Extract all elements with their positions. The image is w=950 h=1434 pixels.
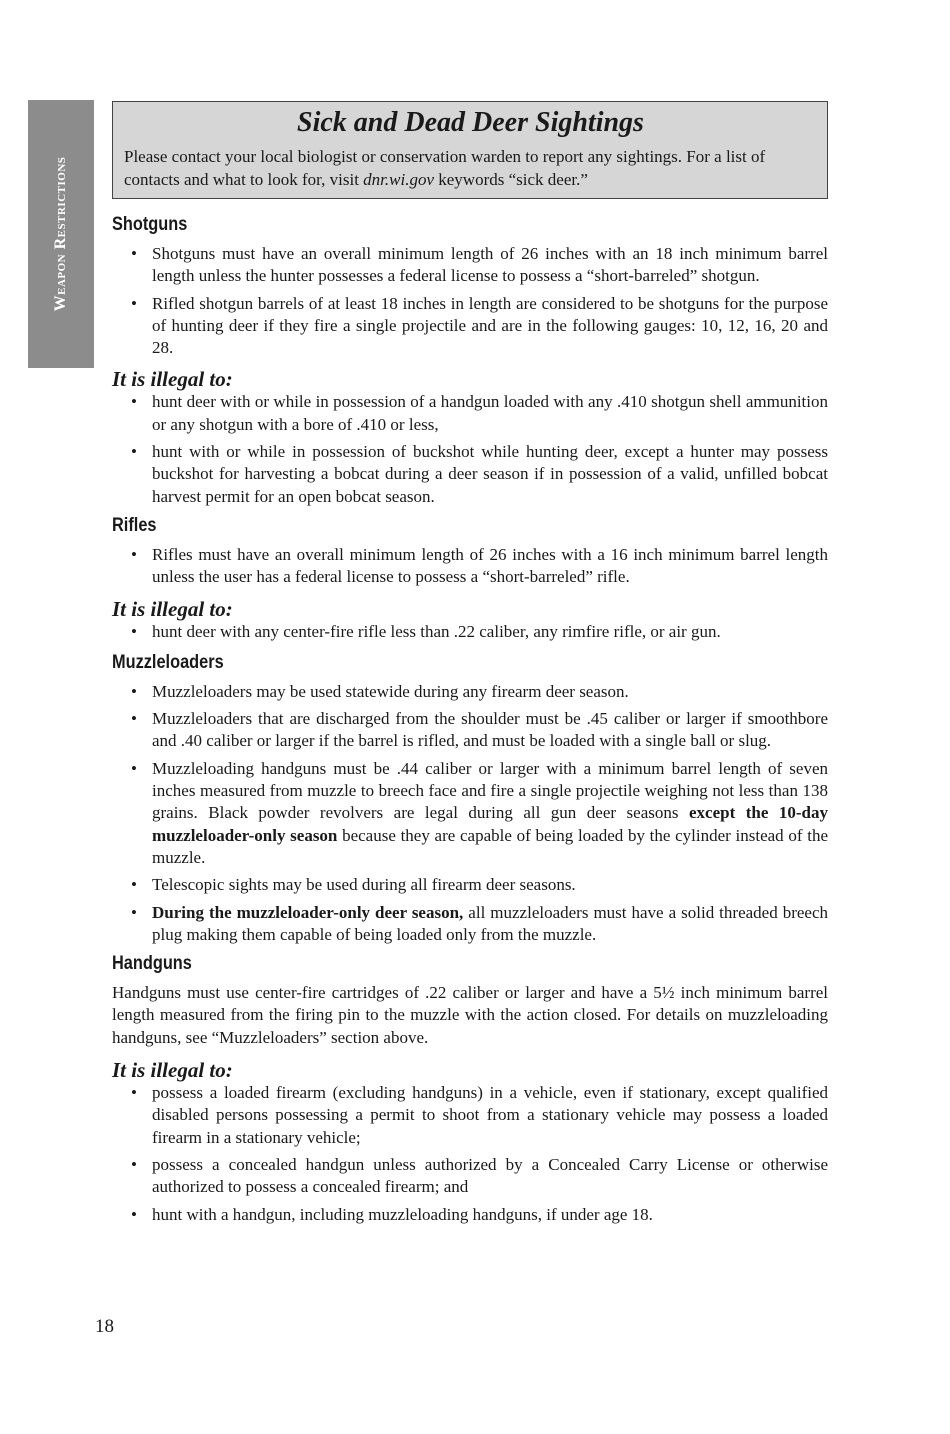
sick-deer-callout-box bbox=[112, 101, 828, 199]
item-bold-text: During the muzzleloader-only deer season, bbox=[152, 902, 464, 922]
list-item: • hunt deer with or while in possession of a handgun loaded with any .410 shotgun shell ammunition or any shotgun with a bore of .410 or less, bbox=[112, 391, 828, 436]
list-item: • possess a loaded firearm (excluding handguns) in a vehicle, even if stationary, except qualified disabled persons possessing a permit to shoot from a stationary vehicle may possess a loaded firearm in a stationary vehicle; bbox=[112, 1082, 828, 1149]
list-item bbox=[112, 758, 828, 869]
muzzleloaders-heading: Muzzleloaders bbox=[112, 651, 224, 673]
section-side-tab bbox=[28, 100, 94, 368]
list-item: • Muzzleloaders may be used statewide during any firearm deer season. bbox=[112, 681, 828, 703]
rifles-illegal-heading: It is illegal to: bbox=[112, 596, 233, 621]
item-text: because they are capable of being loaded by the cylinder instead of the muzzle. bbox=[152, 825, 829, 867]
shotguns-illegal-heading: It is illegal to: bbox=[112, 367, 233, 392]
list-item: • Shotguns must have an overall minimum length of 26 inches with an 18 inch minimum barrel length unless the hunter possesses a federal license to possess a “short-barreled” shotgun. bbox=[112, 243, 828, 288]
muzzleloaders-list bbox=[112, 681, 828, 946]
shotguns-illegal-list bbox=[112, 391, 828, 507]
handguns-illegal-heading: It is illegal to: bbox=[112, 1058, 233, 1083]
list-item bbox=[112, 902, 828, 947]
list-item: • possess a concealed handgun unless authorized by a Concealed Carry License or otherwise authorized to possess a concealed firearm; and bbox=[112, 1154, 828, 1199]
item-bold-text: except the 10-day muzzleloader-only season bbox=[152, 803, 829, 845]
page-content bbox=[112, 101, 828, 1231]
handguns-illegal-list bbox=[112, 1082, 828, 1226]
list-item: • Rifles must have an overall minimum length of 26 inches with a 16 inch minimum barrel length unless the user has a federal license to possess a “short-barreled” rifle. bbox=[112, 544, 828, 589]
list-item: • hunt deer with any center-fire rifle less than .22 caliber, any rimfire rifle, or air gun. bbox=[112, 621, 828, 643]
list-item: • Rifled shotgun barrels of at least 18 inches in length are considered to be shotguns for the purpose of hunting deer if they fire a single projectile and are in the following gauges: 10, 12, 16, 20 and 28. bbox=[112, 293, 828, 360]
dnr-website-link[interactable]: dnr.wi.gov bbox=[363, 170, 435, 189]
handguns-paragraph: Handguns must use center-fire cartridges of .22 caliber or larger and have a 5½ inch minimum barrel length measured from the firing pin to the muzzle with the action closed. For details on muzzleloading handguns, see “Muzzleloaders” section above. bbox=[112, 983, 828, 1047]
side-tab-label: Weapon Restrictions bbox=[52, 156, 69, 312]
handguns-heading: Handguns bbox=[112, 953, 192, 975]
callout-body-text: Please contact your local biologist or conservation warden to report any sightings. For a list of contacts and what to look for, visit bbox=[124, 147, 766, 189]
shotguns-heading: Shotguns bbox=[112, 214, 188, 235]
list-item: • hunt with a handgun, including muzzleloading handguns, if under age 18. bbox=[112, 1204, 828, 1226]
rifles-illegal-list bbox=[112, 621, 828, 643]
item-text: all muzzleloaders must have a solid threaded breech plug making them capable of being loaded only from the muzzle. bbox=[152, 902, 828, 944]
shotguns-list bbox=[112, 243, 828, 359]
rifles-heading: Rifles bbox=[112, 514, 157, 536]
callout-body bbox=[124, 145, 817, 191]
list-item: • hunt with or while in possession of buckshot while hunting deer, except a hunter may possess buckshot for harvesting a bobcat during a deer season if in possession of a valid, unfilled bobcat harvest permit for an open bobcat season. bbox=[112, 441, 828, 508]
callout-title: Sick and Dead Deer Sightings bbox=[297, 107, 644, 138]
list-item: • Telescopic sights may be used during all firearm deer seasons. bbox=[112, 874, 828, 896]
rifles-list bbox=[112, 544, 828, 589]
list-item: • Muzzleloaders that are discharged from the shoulder must be .45 caliber or larger if smoothbore and .40 caliber or larger if the barrel is rifled, and must be loaded with a single ball or slug. bbox=[112, 708, 828, 753]
callout-body-keywords: keywords “sick deer.” bbox=[434, 170, 588, 189]
page-number: 18 bbox=[95, 1316, 114, 1337]
item-text: Muzzleloading handguns must be .44 caliber or larger with a minimum barrel length of seven inches measured from muzzle to breech face and fire a single projectile weighing not less than 138 grains. Black powder revolvers are legal during all gun deer seasons bbox=[152, 758, 828, 823]
